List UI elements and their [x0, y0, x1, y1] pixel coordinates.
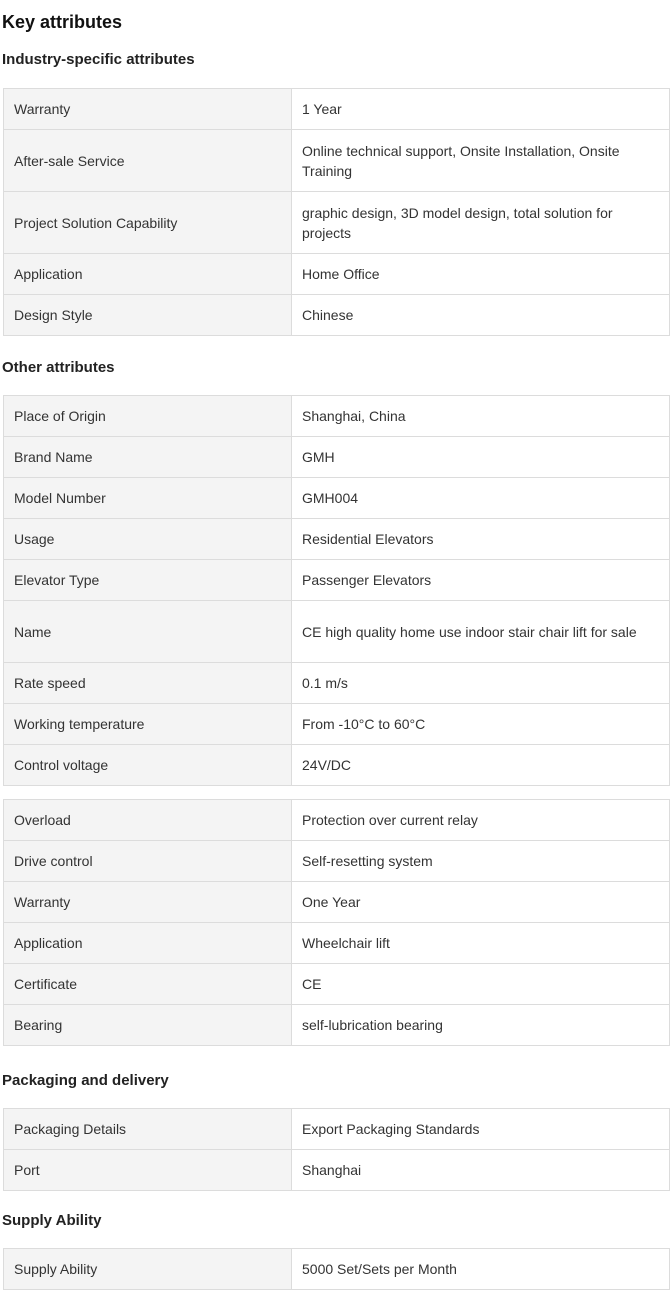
attribute-value: One Year	[292, 882, 670, 923]
attribute-key: Packaging Details	[4, 1109, 292, 1150]
attribute-value: Export Packaging Standards	[292, 1109, 670, 1150]
attribute-key: Certificate	[4, 964, 292, 1005]
attribute-key: Project Solution Capability	[4, 192, 292, 254]
section-title-packaging: Packaging and delivery	[2, 1072, 169, 1089]
attribute-key: Working temperature	[4, 704, 292, 745]
attribute-value: Shanghai, China	[292, 396, 670, 437]
attribute-key: Supply Ability	[4, 1249, 292, 1290]
table-row	[4, 478, 670, 519]
table-row	[4, 663, 670, 704]
table-row	[4, 882, 670, 923]
page-title: Key attributes	[2, 12, 123, 32]
attribute-value: Residential Elevators	[292, 519, 670, 560]
section-title-other: Other attributes	[2, 359, 115, 376]
table-row	[4, 254, 670, 295]
table-row	[4, 1005, 670, 1046]
table-row	[4, 601, 670, 663]
attribute-value: 0.1 m/s	[292, 663, 670, 704]
section-title-supply: Supply Ability	[2, 1212, 102, 1229]
attribute-value: CE	[292, 964, 670, 1005]
table-row	[4, 1109, 670, 1150]
table-row	[4, 1150, 670, 1191]
attribute-value: Protection over current relay	[292, 800, 670, 841]
attribute-key: Application	[4, 923, 292, 964]
attribute-value: Self-resetting system	[292, 841, 670, 882]
table-row	[4, 519, 670, 560]
attribute-key: Drive control	[4, 841, 292, 882]
attribute-value: GMH	[292, 437, 670, 478]
attribute-value: Passenger Elevators	[292, 560, 670, 601]
attribute-key: Brand Name	[4, 437, 292, 478]
table-row	[4, 1249, 670, 1290]
table-row	[4, 295, 670, 336]
attribute-value: 24V/DC	[292, 745, 670, 786]
attribute-key: Control voltage	[4, 745, 292, 786]
table-row	[4, 560, 670, 601]
attribute-key: Application	[4, 254, 292, 295]
table-row	[4, 437, 670, 478]
attribute-value: graphic design, 3D model design, total solution for projects	[292, 192, 670, 254]
attribute-value: 1 Year	[292, 89, 670, 130]
other-attributes-table	[3, 395, 670, 786]
table-row	[4, 923, 670, 964]
attribute-key: Warranty	[4, 882, 292, 923]
section-title-industry: Industry-specific attributes	[2, 51, 195, 68]
attribute-key: Place of Origin	[4, 396, 292, 437]
attribute-key: Name	[4, 601, 292, 663]
attribute-value: self-lubrication bearing	[292, 1005, 670, 1046]
attribute-key: Usage	[4, 519, 292, 560]
attribute-key: Rate speed	[4, 663, 292, 704]
attribute-value: 5000 Set/Sets per Month	[292, 1249, 670, 1290]
attribute-value: Online technical support, Onsite Installation, Onsite Training	[292, 130, 670, 192]
attribute-key: Port	[4, 1150, 292, 1191]
attribute-key: Elevator Type	[4, 560, 292, 601]
packaging-table	[3, 1108, 670, 1191]
attribute-value: From -10°C to 60°C	[292, 704, 670, 745]
table-row	[4, 130, 670, 192]
table-row	[4, 704, 670, 745]
table-row	[4, 964, 670, 1005]
table-row	[4, 89, 670, 130]
attribute-key: Model Number	[4, 478, 292, 519]
attribute-key: Design Style	[4, 295, 292, 336]
attribute-key: Bearing	[4, 1005, 292, 1046]
industry-attributes-table	[3, 88, 670, 336]
table-row	[4, 800, 670, 841]
attribute-value: Wheelchair lift	[292, 923, 670, 964]
other-attributes-table-continued	[3, 799, 670, 1046]
table-row	[4, 396, 670, 437]
attribute-value: Home Office	[292, 254, 670, 295]
table-row	[4, 841, 670, 882]
attribute-key: After-sale Service	[4, 130, 292, 192]
attribute-key: Warranty	[4, 89, 292, 130]
attribute-key: Overload	[4, 800, 292, 841]
supply-table	[3, 1248, 670, 1290]
attribute-value: CE high quality home use indoor stair chair lift for sale	[292, 601, 670, 663]
attribute-value: GMH004	[292, 478, 670, 519]
attribute-value: Shanghai	[292, 1150, 670, 1191]
attribute-value: Chinese	[292, 295, 670, 336]
table-row	[4, 192, 670, 254]
table-row	[4, 745, 670, 786]
